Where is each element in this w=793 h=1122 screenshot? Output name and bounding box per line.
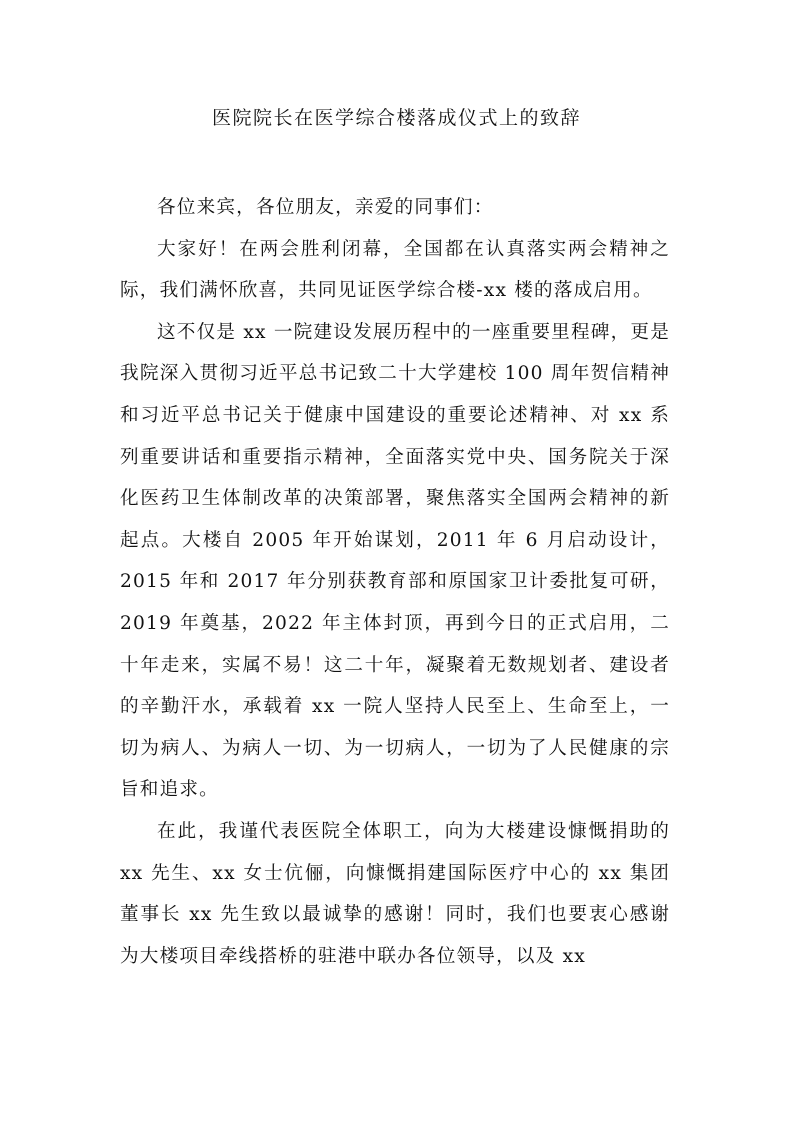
document-body xyxy=(120,187,670,977)
paragraph-milestone: 这不仅是 xx 一院建设发展历程中的一座重要里程碑，更是我院深入贯彻习近平总书记致二十大学建校 100 周年贺信精神和习近平总书记关于健康中国建设的重要论述精神、对 xx 系列重要讲话和重要指示精神，全面落实党中央、国务院关于深化医药卫生体制改革的决策部署，聚焦落实全国两会精神的新起点。大楼自 2005 年开始谋划，2011 年 6 月启动设计，2015 年和 2017 年分别获教育部和原国家卫计委批复可研，2019 年奠基，2022 年主体封顶，再到今日的正式启用，二十年走来，实属不易！这二十年，凝聚着无数规划者、建设者的辛勤汗水，承载着 xx 一院人坚持人民至上、生命至上，一切为病人、为病人一切、为一切病人，一切为了人民健康的宗旨和追求。 xyxy=(120,321,670,801)
paragraph-thanks: 在此，我谨代表医院全体职工，向为大楼建设慷慨捐助的 xx 先生、xx 女士伉俪，向慷慨捐建国际医疗中心的 xx 集团董事长 xx 先生致以最诚挚的感谢！同时，我们也要衷心感谢为大楼项目牵线搭桥的驻港中联办各位领导，以及 xx xyxy=(120,820,670,967)
document-title: 医院院长在医学综合楼落成仪式上的致辞 xyxy=(211,107,581,129)
paragraph-greeting: 各位来宾，各位朋友，亲爱的同事们： xyxy=(157,197,494,218)
paragraph-opening: 大家好！在两会胜利闭幕，全国都在认真落实两会精神之际，我们满怀欣喜，共同见证医学综合楼-xx 楼的落成启用。 xyxy=(120,238,670,302)
